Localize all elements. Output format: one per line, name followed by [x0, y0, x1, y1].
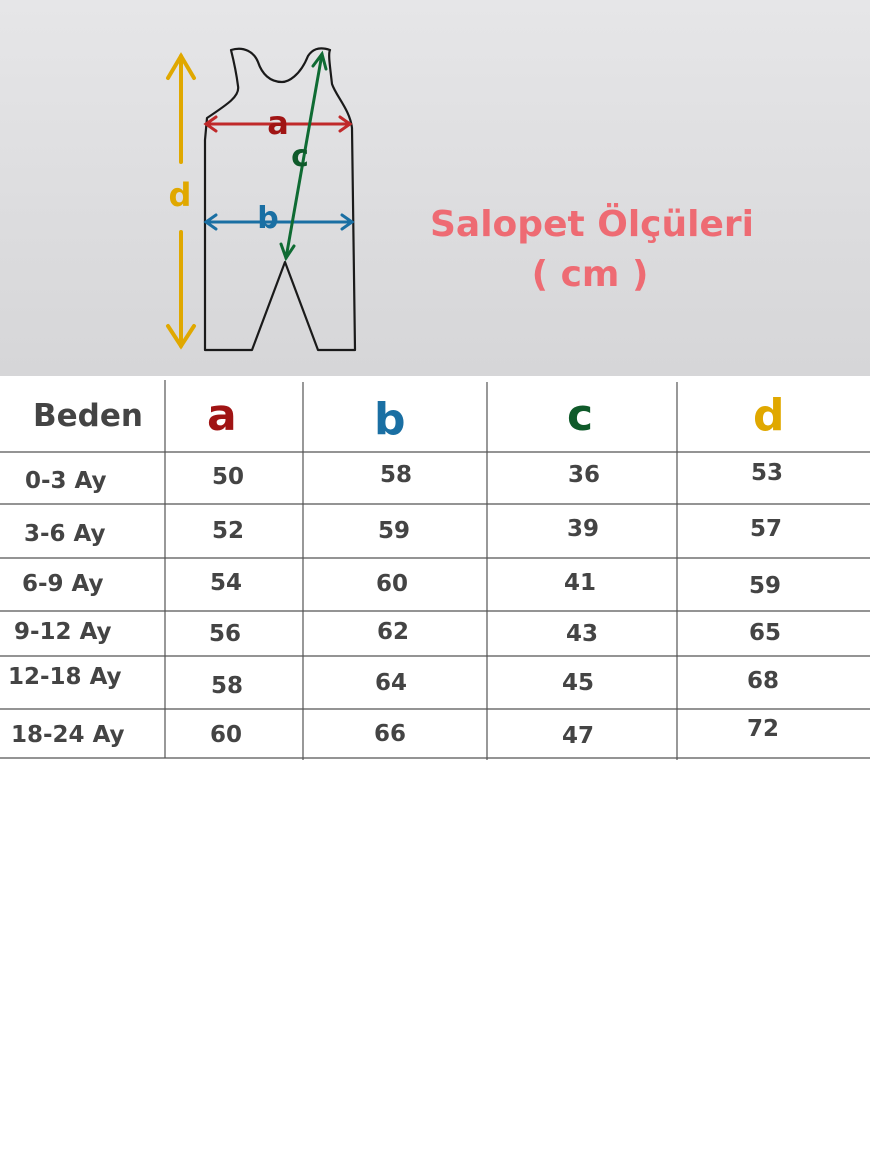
row-value-c: 47	[562, 723, 595, 749]
row-value-a: 60	[210, 722, 243, 748]
row-value-a: 52	[212, 518, 245, 544]
page-title	[430, 200, 754, 300]
header-b: b	[374, 394, 406, 445]
overall-outline	[205, 48, 355, 350]
row-size-3-6: 3-6 Ay	[24, 521, 106, 547]
row-value-d: 72	[747, 716, 780, 742]
row-value-d: 65	[749, 620, 782, 646]
row-value-b: 64	[375, 670, 408, 696]
row-value-a: 56	[209, 621, 242, 647]
header-a: a	[207, 390, 237, 441]
row-value-b: 66	[374, 721, 407, 747]
row-size-6-9: 6-9 Ay	[22, 571, 104, 597]
row-value-c: 41	[564, 570, 597, 596]
header-d: d	[753, 390, 785, 441]
header-c: c	[567, 390, 594, 441]
row-value-b: 60	[376, 571, 409, 597]
measure-d-label: d	[168, 176, 192, 214]
measure-a-label: a	[267, 104, 289, 142]
row-value-c: 43	[566, 621, 599, 647]
row-value-a: 54	[210, 570, 243, 596]
row-value-d: 59	[749, 573, 782, 599]
row-value-d: 57	[750, 516, 783, 542]
measure-b-label: b	[257, 201, 279, 236]
size-table	[0, 376, 870, 766]
measure-b-arrow	[206, 215, 352, 229]
row-value-d: 68	[747, 668, 780, 694]
row-value-b: 58	[380, 462, 413, 488]
row-value-c: 39	[567, 516, 600, 542]
row-value-c: 45	[562, 670, 595, 696]
row-value-a: 58	[211, 673, 244, 699]
row-size-18-24: 18-24 Ay	[11, 722, 125, 748]
row-value-b: 62	[377, 619, 410, 645]
row-value-a: 50	[212, 464, 245, 490]
measure-c-label: c	[291, 139, 309, 174]
row-size-9-12: 9-12 Ay	[14, 619, 112, 645]
overall-diagram	[0, 0, 440, 376]
row-size-12-18: 12-18 Ay	[8, 664, 122, 690]
row-value-c: 36	[568, 462, 601, 488]
row-size-0-3: 0-3 Ay	[25, 468, 107, 494]
table-grid	[0, 376, 870, 766]
row-value-b: 59	[378, 518, 411, 544]
hero-banner	[0, 0, 870, 376]
title-line-1: Salopet Ölçüleri	[430, 204, 754, 245]
title-line-2: ( cm )	[531, 254, 649, 295]
row-value-d: 53	[751, 460, 784, 486]
header-size: Beden	[33, 398, 143, 434]
